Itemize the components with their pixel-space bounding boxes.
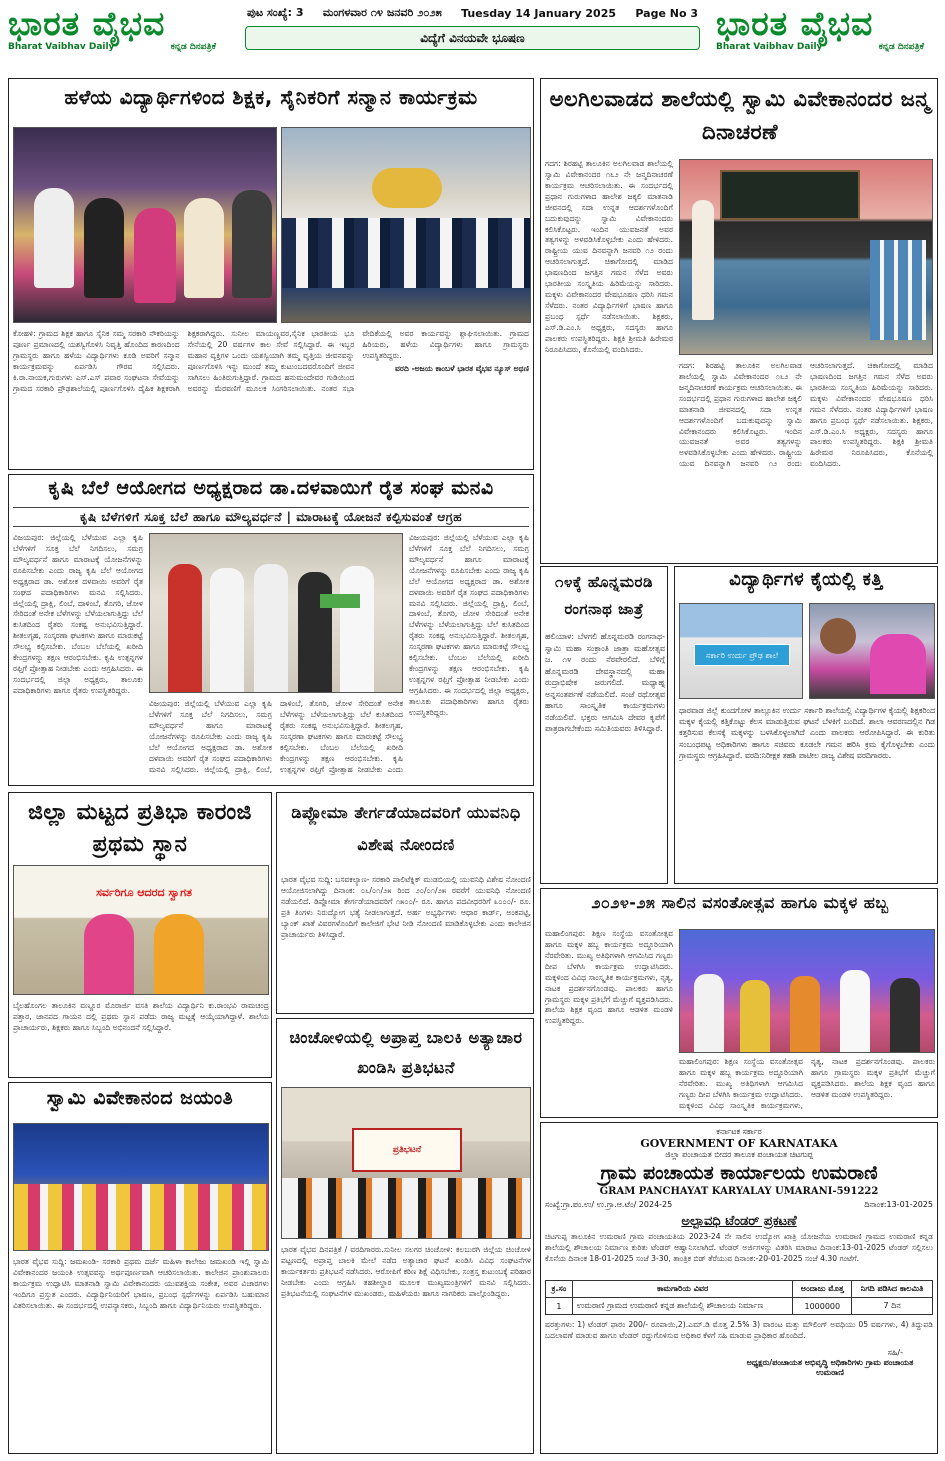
article-students-knife bbox=[674, 566, 938, 884]
tender-title: ಅಲ್ಪಾವಧಿ ಟೆಂಡರ್ ಪ್ರಕಟಣೆ bbox=[681, 1214, 797, 1229]
tender-office-en: GRAM PANCHAYAT KARYALAY UMARANI-591222 bbox=[599, 1186, 879, 1197]
table-cell: ಉಮರಾಣಿ ಗ್ರಾಮದ ಉಮರಾಣಿ ಕನ್ನಡ ಶಾಲೆಯಲ್ಲಿ ಶೌಚಾಲಯ ನಿರ್ಮಾಣ bbox=[572, 1298, 793, 1315]
article-body-col1: ಗದಗ: ಶಿರಹಟ್ಟಿ ತಾಲೂಕಿನ ಅಲಗಿಲವಾಡ ಶಾಲೆಯಲ್ಲಿ ಸ್ವಾಮಿ ವಿವೇಕಾನಂದರ ೧೬೨ ನೇ ಜನ್ಮದಿನಾಚರಣೆ ಕಾರ್ಯಕ್ರಮ ಆಚರಿಸಲಾಯಿತು. ಈ ಸಂದರ್ಭದಲ್ಲಿ ಪ್ರಧಾನ ಗುರುಗಳಾದ ಹಾಲೇಶ ಜಕ್ಕಲಿ ಮಾತನಾಡಿ ಜೀವನದಲ್ಲಿ ಸದಾ ಉನ್ನತ ಆದರ್ಶಗಳೊಂದಿಗೆ ಬದುಕುವುದನ್ನು ಸ್ವಾಮಿ ವಿವೇಕಾನಂದರು ಕಲಿಸಿಕೊಟ್ಟರು. ಇಂದಿನ ಯುವಜನತೆ ಅವರ ತತ್ವಗಳನ್ನು ಅಳವಡಿಸಿಕೊಳ್ಳಬೇಕು ಎಂದು ಹೇಳಿದರು. ರಾಷ್ಟ್ರೀಯ ಯುವ ದಿನವನ್ನಾಗಿ ಜನವರಿ ೧೨ ರಂದು ಆಚರಿಸಲಾಗುತ್ತದೆ. ಚಿಕಾಗೋದಲ್ಲಿ ಮಾಡಿದ ಭಾಷಣದಿಂದ ಜಗತ್ತಿನ ಗಮನ ಸೆಳೆದ ಅವರು ಭಾರತೀಯ ಸಂಸ್ಕೃತಿಯ ಹಿರಿಮೆಯನ್ನು ಸಾರಿದರು. ಮಕ್ಕಳು ವಿವೇಕಾನಂದರ ವೇಷಭೂಷಣ ಧರಿಸಿ ಗಮನ ಸೆಳೆದರು. ನಂತರ ವಿದ್ಯಾರ್ಥಿಗಳಿಗೆ ಭಾಷಣ ಹಾಗೂ ಪ್ರಬಂಧ ಸ್ಪರ್ಧೆ ನಡೆಸಲಾಯಿತು. ಶಿಕ್ಷಕರು, ಎಸ್.ಡಿ.ಎಂ.ಸಿ ಅಧ್ಯಕ್ಷರು, ಸದಸ್ಯರು ಹಾಗೂ ಪಾಲಕರು ಉಪಸ್ಥಿತರಿದ್ದರು. ಶಿಕ್ಷಕಿ ಶ್ರೀಮತಿ ಹಿರೇಮಠ ನಿರೂಪಿಸಿದರು, ಕೊನೆಯಲ್ಲಿ ವಂದಿಸಿದರು. bbox=[545, 159, 673, 354]
photo-award-receiving bbox=[13, 865, 269, 995]
article-body: ಭಾರತ ವೈಭವ ಸುದ್ದಿ: ಜಮಖಂಡಿ- ಸರಕಾರಿ ಪ್ರಥಮ ದರ್ಜೆ ಮಹಿಳಾ ಕಾಲೇಜು ಜಮಖಂಡಿ ಇಲ್ಲಿ ಸ್ವಾಮಿ ವಿವೇಕಾನಂದರ ಜಯಂತಿ ಉತ್ಸವವನ್ನು ಅರ್ಥಪೂರ್ಣವಾಗಿ ಆಚರಿಸಲಾಯಿತು. ಕಾಲೇಜಿನ ಪ್ರಾಂಶುಪಾಲರು ಕಾರ್ಯಕ್ರಮ ಉದ್ಘಾಟಿಸಿ ಮಾತನಾಡಿ ಸ್ವಾಮಿ ವಿವೇಕಾನಂದರು ಯುವಶಕ್ತಿಯ ಸಂಕೇತ, ಅವರ ವಿಚಾರಗಳು ಇಂದಿಗೂ ಪ್ರಸ್ತುತ ಎಂದರು. ವಿದ್ಯಾರ್ಥಿನಿಯರಿಗೆ ಭಾಷಣ, ಪ್ರಬಂಧ ಸ್ಪರ್ಧೆಗಳನ್ನು ಏರ್ಪಡಿಸಿ ಬಹುಮಾನ ವಿತರಿಸಲಾಯಿತು. ಈ ಸಂದರ್ಭದಲ್ಲಿ ಉಪನ್ಯಾಸಕರು, ಸಿಬ್ಬಂದಿ ಹಾಗೂ ವಿದ್ಯಾರ್ಥಿನಿಯರು ಉಪಸ್ಥಿತರಿದ್ದರು. bbox=[13, 1257, 269, 1310]
masthead-sub-kn: ಕನ್ನಡ ದಿನಪತ್ರಿಕೆ bbox=[878, 42, 924, 52]
article-alumni-felicitation bbox=[8, 78, 534, 470]
protest-banner: ಪ್ರತಿಭಟನೆ bbox=[352, 1128, 462, 1172]
article-body-col1: ವಿಜಯಪುರ: ಜಿಲ್ಲೆಯಲ್ಲಿ ಬೆಳೆಯುವ ಎಲ್ಲಾ ಕೃಷಿ ಬೆಳೆಗಳಿಗೆ ಸೂಕ್ತ ಬೆಲೆ ನಿಗದಿಸಲು, ಸಮಗ್ರ ಮೌಲ್ಯವರ್ಧನೆ ಹಾಗೂ ಮಾರಾಟಕ್ಕೆ ಯೋಜನೆಗಳನ್ನು ರೂಪಿಸಬೇಕು ಎಂದು ರಾಜ್ಯ ಕೃಷಿ ಬೆಲೆ ಆಯೋಗದ ಅಧ್ಯಕ್ಷರಾದ ಡಾ. ಅಶೋಕ ದಳವಾಯಿ ಅವರಿಗೆ ರೈತ ಸಂಘದ ಪದಾಧಿಕಾರಿಗಳು ಮನವಿ ಸಲ್ಲಿಸಿದರು. ಜಿಲ್ಲೆಯಲ್ಲಿ ದ್ರಾಕ್ಷಿ, ಲಿಂಬೆ, ದಾಳಿಂಬೆ, ತೊಗರಿ, ಜೋಳ ಸೇರಿದಂತೆ ಅನೇಕ ಬೆಳೆಗಳನ್ನು ಬೆಳೆಯಲಾಗುತ್ತಿದ್ದು ಬೆಲೆ ಕುಸಿತದಿಂದ ರೈತರು ಸಂಕಷ್ಟ ಅನುಭವಿಸುತ್ತಿದ್ದಾರೆ. ಶೀತಲಗೃಹ, ಸಂಸ್ಕರಣಾ ಘಟಕಗಳು ಹಾಗೂ ಮಾರುಕಟ್ಟೆ ಸೌಲಭ್ಯ ಕಲ್ಪಿಸಬೇಕು. ಬೆಂಬಲ ಬೆಲೆಯಲ್ಲಿ ಖರೀದಿ ಕೇಂದ್ರಗಳನ್ನು ತಕ್ಷಣ ಆರಂಭಿಸಬೇಕು. ಕೃಷಿ ಉತ್ಪನ್ನಗಳ ರಫ್ತಿಗೆ ಪ್ರೋತ್ಸಾಹ ನೀಡಬೇಕು ಎಂದು ಆಗ್ರಹಿಸಿದರು. ಈ ಸಂದರ್ಭದಲ್ಲಿ ಜಿಲ್ಲಾ ಅಧ್ಯಕ್ಷರು, ತಾಲೂಕು ಪದಾಧಿಕಾರಿಗಳು ಹಾಗೂ ರೈತರು ಉಪಸ್ಥಿತರಿದ್ದರು. bbox=[13, 533, 143, 695]
article-body: ಧಾರವಾಡ ಜಿಲ್ಲೆ ಕುಂದಗೋಳ ತಾಲ್ಲೂಕಿನ ಉರ್ದು ಸರ್ಕಾರಿ ಶಾಲೆಯಲ್ಲಿ ವಿದ್ಯಾರ್ಥಿಗಳ ಕೈಯಲ್ಲಿ ಶಿಕ್ಷಕರಿಂದ ಮಕ್ಕಳ ಕೈಯಲ್ಲಿ ಕತ್ತಿಕೊಟ್ಟು ಕೆಲಸ ಮಾಡುತ್ತಿರುವ ಘಟನೆ ಬೆಳಕಿಗೆ ಬಂದಿದೆ. ಶಾಲಾ ಆವರಣದಲ್ಲಿನ ಗಿಡ ಕತ್ತರಿಸುವ ಕೆಲಸಕ್ಕೆ ಮಕ್ಕಳನ್ನು ಬಳಸಿಕೊಳ್ಳಲಾಗಿದೆ ಎಂದು ಪಾಲಕರು ಆರೋಪಿಸಿದ್ದಾರೆ. ಈ ಕುರಿತು ಸಂಬಂಧಪಟ್ಟ ಅಧಿಕಾರಿಗಳು ಹಾಗೂ ಸಚಿವರು ಕೂಡಲೇ ಗಮನ ಹರಿಸಿ ಕ್ರಮ ಕೈಗೊಳ್ಳಬೇಕು ಎಂದು ಗ್ರಾಮಸ್ಥರು ಆಗ್ರಹಿಸಿದ್ದಾರೆ. ವರದಿ:ನಿರೀಕ್ಷಕ ತಹಶಿ ಪಾಟೀಲ ರಾಜ್ಯ ವಿಶೇಷ ವರದಿಗಾರರು. bbox=[679, 706, 935, 760]
masthead-sub-kn: ಕನ್ನಡ ದಿನಪತ್ರಿಕೆ bbox=[170, 42, 216, 52]
headline: ಚಿಂಚೋಳಿಯಲ್ಲಿ ಅಪ್ರಾಪ್ತ ಬಾಲಕಿ ಅತ್ಯಾಚಾರ ಖಂಡಿಸಿ ಪ್ರತಿಭಟನೆ bbox=[289, 1028, 523, 1078]
photo-protest-crowd bbox=[281, 1087, 531, 1239]
headline: ಜಿಲ್ಲಾ ಮಟ್ಟದ ಪ್ರತಿಭಾ ಕಾರಂಜಿ ಪ್ರಥಮ ಸ್ಥಾನ bbox=[28, 800, 252, 857]
article-pratibha-karanji bbox=[8, 792, 272, 1078]
photo-petition-handover bbox=[149, 533, 403, 693]
photo-stage-children bbox=[679, 929, 935, 1053]
photo-college-students bbox=[13, 1123, 269, 1251]
article-vivekananda-school bbox=[540, 78, 938, 564]
article-body: ಕೋಹಳಿ: ಗ್ರಾಮದ ಶಿಕ್ಷಕ ಹಾಗೂ ಸೈನಿಕ ಸಮ್ಮ ಸರಕಾರಿ ನೌಕರಿಯನ್ನು ಪೂರ್ಣ ಪ್ರಮಾಣದಲ್ಲಿ ಯಶಸ್ವಿಗೊಳಿಸಿ ನಿವೃತ್ತಿ ಹೊಂದಿದ ಕಾರಣದಿಂದ ಗ್ರಾಮಸ್ಥರು ಹಾಗೂ ಹಳೆಯ ವಿದ್ಯಾರ್ಥಿಗಳು ಕೂಡಿ ಅವರಿಗೆ ಸನ್ಮಾನ ಕಾರ್ಯಕ್ರಮವನ್ನು ಏರ್ಪಡಿಸಿ ಗೌರವ ಸಲ್ಲಿಸಿದರು. ಕಿ.ರಾ.ನಾಯಕ,ಗುರುಗಳು ಎಸ್.ಎಸ್ ಪವಾರ ಸಂಘಟನಾ ಸೇವೆಯನ್ನು ಗ್ರಾಮದ ಸರಕಾರಿ ಪ್ರೌಢಶಾಲೆಯಲ್ಲಿ ಪೂರ್ಣಗೊಳಿಸಿ ದೈಹಿಕ ಶಿಕ್ಷಕರಾಗಿ ಶಿಕ್ಷಕರಾಗಿದ್ದರು. ಸುನೀಲ ಮಾಯಣ್ಣವರ,ಸೈನಿಕ ಭಾರತೀಯ ಭೂ ಸೇನೆಯಲ್ಲಿ 20 ವರ್ಷಗಳ ಕಾಲ ಸೇವೆ ಸಲ್ಲಿಸಿದ್ದಾರೆ. ಈ ಇಬ್ಬರ ಮಹಾನ ವ್ಯಕ್ತಿಗಳ ಒಂದು ಯಶಸ್ವಿಯಾಗಿ ತಮ್ಮ ವೃತ್ತಿಯ ಜೀವನವನ್ನು ಪೂರ್ಣಗೊಳಿಸಿ ಇನ್ನು ಮುಂದೆ ತಮ್ಮ ಕುಟುಂಬದವರೊಂದಿಗೆ ಜೀವನ ಸಾಗಿಸಲು ಹಿಂತಿರುಗುತ್ತಿದ್ದಾರೆ. ಗ್ರಾಮದ ಹನುಮಂದೇವರ ಗುಡಿಯಿಂದ ಅವರನ್ನು ಮೆರವಣಿಗೆ ಮೂಲಕ ಸಿಂಗರಿಸಲಾಯಿತು. ನಂತರ ಸಭಾ ವೇದಿಕೆಯಲ್ಲಿ ಅವರ ಕಾರ್ಯವನ್ನು ಶ್ಲಾಘಿಸಲಾಯಿತು. ಗ್ರಾಮದ ಹಿರಿಯರು, ಹಳೆಯ ವಿದ್ಯಾರ್ಥಿಗಳು ಹಾಗೂ ಗ್ರಾಮಸ್ಥರು ಉಪಸ್ಥಿತರಿದ್ದರು. ವರದಿ -ಅಜಯ ಕಾಂಬಳೆ ಭಾರತ ವೈಭವ ನ್ಯೂಸ್ ಅಥಣಿ bbox=[13, 329, 529, 393]
article-chincholi-protest bbox=[276, 1018, 534, 1454]
headline: ವಿದ್ಯಾರ್ಥಿಗಳ ಕೈಯಲ್ಲಿ ಕತ್ತಿ bbox=[729, 569, 883, 590]
headline: ೨೦೨೪-೨೫ ಸಾಲಿನ ವಸಂತೋತ್ಸವ ಹಾಗೂ ಮಕ್ಕಳ ಹಬ್ಬ bbox=[591, 893, 889, 912]
headline: ಹಳೆಯ ವಿದ್ಯಾರ್ಥಿಗಳಿಂದ ಶಿಕ್ಷಕ, ಸೈನಿಕರಿಗೆ ಸನ್ಮಾನ ಕಾರ್ಯಕ್ರಮ bbox=[64, 85, 478, 109]
photo-stage-felicitation bbox=[13, 127, 277, 323]
masthead-title: ಭಾರತ ವೈಭವ bbox=[716, 4, 874, 43]
subheadline: ಕೃಷಿ ಬೆಳೆಗಳಿಗೆ ಸೂಕ್ತ ಬೆಲೆ ಹಾಗೂ ಮೌಲ್ಯವರ್ಧನೆ | ಮಾರಾಟಕ್ಕೆ ಯೋಜನೆ ಕಲ್ಪಿಸುವಂತೆ ಆಗ್ರಹ bbox=[13, 507, 529, 527]
tender-date: ದಿನಾಂಕ:13-01-2025 bbox=[864, 1200, 933, 1209]
tender-notice bbox=[540, 1122, 938, 1454]
headline: ಅಲಗಿಲವಾಡದ ಶಾಲೆಯಲ್ಲಿ ಸ್ವಾಮಿ ವಿವೇಕಾನಂದರ ಜನ್ಮ ದಿನಾಚರಣೆ bbox=[549, 87, 931, 144]
table-cell: 1 bbox=[546, 1298, 573, 1315]
tender-office: ಗ್ರಾಮ ಪಂಚಾಯತ ಕಾರ್ಯಾಲಯ ಉಮರಾಣಿ bbox=[600, 1162, 878, 1184]
article-body-col2: ವಿಜಯಪುರ: ಜಿಲ್ಲೆಯಲ್ಲಿ ಬೆಳೆಯುವ ಎಲ್ಲಾ ಕೃಷಿ ಬೆಳೆಗಳಿಗೆ ಸೂಕ್ತ ಬೆಲೆ ನಿಗದಿಸಲು, ಸಮಗ್ರ ಮೌಲ್ಯವರ್ಧನೆ ಹಾಗೂ ಮಾರಾಟಕ್ಕೆ ಯೋಜನೆಗಳನ್ನು ರೂಪಿಸಬೇಕು ಎಂದು ರಾಜ್ಯ ಕೃಷಿ ಬೆಲೆ ಆಯೋಗದ ಅಧ್ಯಕ್ಷರಾದ ಡಾ. ಅಶೋಕ ದಳವಾಯಿ ಅವರಿಗೆ ರೈತ ಸಂಘದ ಪದಾಧಿಕಾರಿಗಳು ಮನವಿ ಸಲ್ಲಿಸಿದರು. ಜಿಲ್ಲೆಯಲ್ಲಿ ದ್ರಾಕ್ಷಿ, ಲಿಂಬೆ, ದಾಳಿಂಬೆ, ತೊಗರಿ, ಜೋಳ ಸೇರಿದಂತೆ ಅನೇಕ ಬೆಳೆಗಳನ್ನು ಬೆಳೆಯಲಾಗುತ್ತಿದ್ದು ಬೆಲೆ ಕುಸಿತದಿಂದ ರೈತರು ಸಂಕಷ್ಟ ಅನುಭವಿಸುತ್ತಿದ್ದಾರೆ. ಶೀತಲಗೃಹ, ಸಂಸ್ಕರಣಾ ಘಟಕಗಳು ಹಾಗೂ ಮಾರುಕಟ್ಟೆ ಸೌಲಭ್ಯ ಕಲ್ಪಿಸಬೇಕು. ಬೆಂಬಲ ಬೆಲೆಯಲ್ಲಿ ಖರೀದಿ ಕೇಂದ್ರಗಳನ್ನು ತಕ್ಷಣ ಆರಂಭಿಸಬೇಕು. ಕೃಷಿ ಉತ್ಪನ್ನಗಳ ರಫ್ತಿಗೆ ಪ್ರೋತ್ಸಾಹ ನೀಡಬೇಕು ಎಂದು bbox=[149, 699, 403, 774]
headline: ಕೃಷಿ ಬೆಲೆ ಆಯೋಗದ ಅಧ್ಯಕ್ಷರಾದ ಡಾ.ದಳವಾಯಿಗೆ ರೈತ ಸಂಘ ಮನವಿ bbox=[48, 477, 494, 499]
article-body: ಹಲಿಯಾಳ: ಬೆಳಗಲಿ ಹೊನ್ನಮರಡಿ ರಂಗನಾಥ-ಸ್ವಾಮಿ ಮಹಾ ಸಂಕ್ರಾಂತಿ ಜಾತ್ರಾ ಮಹೋತ್ಸವ ಜ. ೧೪ ರಂದು ನೆರವೇರಲಿದೆ. ಬೆಳಿಗ್ಗೆ ಹೊನ್ನಮರಡಿ ದೇವಸ್ಥಾನದಲ್ಲಿ ಮಹಾ ರುದ್ರಾಭಿಷೇಕ ಜರುಗಲಿದೆ. ಮಧ್ಯಾಹ್ನ ಅನ್ನಸಂತರ್ಪಣೆ ನಡೆಯಲಿದೆ. ಸಂಜೆ ರಥೋತ್ಸವ ಹಾಗೂ ಸಾಂಸ್ಕೃತಿಕ ಕಾರ್ಯಕ್ರಮಗಳು ನಡೆಯಲಿವೆ. ಭಕ್ತರು ಆಗಮಿಸಿ ದೇವರ ಕೃಪೆಗೆ ಪಾತ್ರರಾಗಬೇಕೆಂದು ಸಮಿತಿಯವರು ತಿಳಿಸಿದ್ದಾರೆ. bbox=[545, 632, 665, 734]
page-number-kn: ಪುಟ ಸಂಖ್ಯೆ: 3 bbox=[247, 6, 304, 19]
article-body-col2: ಗದಗ: ಶಿರಹಟ್ಟಿ ತಾಲೂಕಿನ ಅಲಗಿಲವಾಡ ಶಾಲೆಯಲ್ಲಿ ಸ್ವಾಮಿ ವಿವೇಕಾನಂದರ ೧೬೨ ನೇ ಜನ್ಮದಿನಾಚರಣೆ ಕಾರ್ಯಕ್ರಮ ಆಚರಿಸಲಾಯಿತು. ಈ ಸಂದರ್ಭದಲ್ಲಿ ಪ್ರಧಾನ ಗುರುಗಳಾದ ಹಾಲೇಶ ಜಕ್ಕಲಿ ಮಾತನಾಡಿ ಜೀವನದಲ್ಲಿ ಸದಾ ಉನ್ನತ ಆದರ್ಶಗಳೊಂದಿಗೆ ಬದುಕುವುದನ್ನು ಸ್ವಾಮಿ ವಿವೇಕಾನಂದರು ಕಲಿಸಿಕೊಟ್ಟರು. ಇಂದಿನ ಯುವಜನತೆ ಅವರ ತತ್ವಗಳನ್ನು ಅಳವಡಿಸಿಕೊಳ್ಳಬೇಕು ಎಂದು ಹೇಳಿದರು. ರಾಷ್ಟ್ರೀಯ ಯುವ ದಿನವನ್ನಾಗಿ ಜನವರಿ ೧೨ ರಂದು ಆಚರಿಸಲಾಗುತ್ತದೆ. ಚಿಕಾಗೋದಲ್ಲಿ ಮಾಡಿದ ಭಾಷಣದಿಂದ ಜಗತ್ತಿನ ಗಮನ ಸೆಳೆದ ಅವರು ಭಾರತೀಯ ಸಂಸ್ಕೃತಿಯ ಹಿರಿಮೆಯನ್ನು ಸಾರಿದರು. ಮಕ್ಕಳು ವಿವೇಕಾನಂದರ ವೇಷಭೂಷಣ ಧರಿಸಿ ಗಮನ ಸೆಳೆದರು. ನಂತರ ವಿದ್ಯಾರ್ಥಿಗಳಿಗೆ ಭಾಷಣ ಹಾಗೂ ಪ್ರಬಂಧ ಸ್ಪರ್ಧೆ ನಡೆಸಲಾಯಿತು. ಶಿಕ್ಷಕರು, ಎಸ್.ಡಿ.ಎಂ.ಸಿ ಅಧ್ಯಕ್ಷರು, ಸದಸ್ಯರು ಹಾಗೂ ಪಾಲಕರು ಉಪಸ್ಥಿತರಿದ್ದರು. ಶಿಕ್ಷಕಿ ಶ್ರೀಮತಿ ಹಿರೇಮಠ ನಿರೂಪಿಸಿದರು, ಕೊನೆಯಲ್ಲಿ ವಂದಿಸಿದರು. bbox=[679, 361, 933, 469]
tender-ref: ಸಂಖ್ಯೆ:ಗ್ರಾ.ಪಂ.ಉ/ ಉ.ಗ್ರಾ.ಆ.ಟೆಂ/ 2024-25 bbox=[545, 1200, 673, 1209]
tender-conditions: ಷರತ್ತುಗಳು: 1) ಟೆಂಡರ್ ಫಾರಂ 200/- ರೂಪಾಯಿ,2).ಎಮ್.ಡಿ ಮೊತ್ತ 2.5% 3) ವಾರಂಟ ಮತ್ತು ಮೌಲಿಂಗ್ ಅವಧಿಯು 05 ವರ್ಷಗಳು, 4) ತಿದ್ದುಪಡಿ ಬದಲಾವಣೆ ಮಾಡುವ ಹಾಗೂ ಟೆಂಡರ್ ರದ್ದುಗೊಳಿಸುವ ಅಧಿಕಾರ ಕೆಳಗೆ ಸಹಿ ಮಾಡುವ ಪ್ರಾಧಿಕಾರ ಹೊಂದಿದೆ. bbox=[545, 1320, 933, 1340]
date-kn: ಮಂಗಳವಾರ ೧೪ ಜನವರಿ ೨೦೨೫ bbox=[322, 6, 442, 19]
article-body: ಭಾರತ ವೈಭವ ಸುದ್ದಿ: ಬಸವಕಲ್ಯಾಣ- ಸರಕಾರಿ ಪಾಲಿಟೆಕ್ನಿಕ್ ಮುಡಬಿಯಲ್ಲಿ ಯುವನಿಧಿ ವಿಶೇಷ ನೋಂದಣಿ ಆಯೋಜಿಸಲಾಗಿದ್ದು ದಿನಾಂಕ: ೦೬/೦೧/೨೫ ರಿಂದ ೨೦/೦೧/೨೫ ರವರೆಗೆ ಯುವನಿಧಿ ನೋಂದಣಿ ನಡೆಯಲಿದೆ. ಡಿಪ್ಲೋಮಾ ತೇರ್ಗಡೆಯಾದವರಿಗೆ ೧೫೦೦/- ರೂ. ಹಾಗೂ ಪದವೀಧರರಿಗೆ ೩೦೦೦/- ರೂ. ಪ್ರತಿ ತಿಂಗಳು ನಿರುದ್ಯೋಗ ಭತ್ಯೆ ನೀಡಲಾಗುತ್ತದೆ. ಅರ್ಹ ಅಭ್ಯರ್ಥಿಗಳು ಆಧಾರ ಕಾರ್ಡ್, ಅಂಕಪಟ್ಟಿ, ಬ್ಯಾಂಕ್ ಖಾತೆ ವಿವರಗಳೊಂದಿಗೆ ಕಾಲೇಜಿಗೆ ಭೇಟಿ ನೀಡಿ ನೋಂದಣಿ ಮಾಡಿಕೊಳ್ಳಬೇಕು ಎಂದು ಕಾಲೇಜಿನ ಪ್ರಾಚಾರ್ಯರು ತಿಳಿಸಿದ್ದಾರೆ. bbox=[281, 875, 531, 939]
article-body-col2: ಮಹಾಲಿಂಗಪುರ: ಶಿಕ್ಷಣ ಸಂಸ್ಥೆಯ ವಸಂತೋತ್ಸವ ಹಾಗೂ ಮಕ್ಕಳ ಹಬ್ಬ ಕಾರ್ಯಕ್ರಮ ಅದ್ದೂರಿಯಾಗಿ ನೆರವೇರಿತು. ಮುಖ್ಯ ಅತಿಥಿಗಳಾಗಿ ಆಗಮಿಸಿದ ಗಣ್ಯರು ದೀಪ ಬೆಳಗಿಸಿ ಕಾರ್ಯಕ್ರಮ ಉದ್ಘಾಟಿಸಿದರು. ಮಕ್ಕಳಿಂದ ವಿವಿಧ ಸಾಂಸ್ಕೃತಿಕ ಕಾರ್ಯಕ್ರಮಗಳು, ನೃತ್ಯ, ನಾಟಕ ಪ್ರದರ್ಶನಗೊಂಡವು. ಪಾಲಕರು ಹಾಗೂ ಗ್ರಾಮಸ್ಥರು ಮಕ್ಕಳ ಪ್ರತಿಭೆಗೆ ಮೆಚ್ಚುಗೆ ವ್ಯಕ್ತಪಡಿಸಿದರು. ಶಾಲೆಯ ಶಿಕ್ಷಕ ವೃಂದ ಹಾಗೂ ಆಡಳಿತ ಮಂಡಳಿ ಉಪಸ್ಥಿತರಿದ್ದರು. bbox=[679, 1057, 935, 1110]
article-ranganatha-jatre bbox=[540, 566, 668, 884]
article-body-col1: ಮಹಾಲಿಂಗಪುರ: ಶಿಕ್ಷಣ ಸಂಸ್ಥೆಯ ವಸಂತೋತ್ಸವ ಹಾಗೂ ಮಕ್ಕಳ ಹಬ್ಬ ಕಾರ್ಯಕ್ರಮ ಅದ್ದೂರಿಯಾಗಿ ನೆರವೇರಿತು. ಮುಖ್ಯ ಅತಿಥಿಗಳಾಗಿ ಆಗಮಿಸಿದ ಗಣ್ಯರು ದೀಪ ಬೆಳಗಿಸಿ ಕಾರ್ಯಕ್ರಮ ಉದ್ಘಾಟಿಸಿದರು. ಮಕ್ಕಳಿಂದ ವಿವಿಧ ಸಾಂಸ್ಕೃತಿಕ ಕಾರ್ಯಕ್ರಮಗಳು, ನೃತ್ಯ, ನಾಟಕ ಪ್ರದರ್ಶನಗೊಂಡವು. ಪಾಲಕರು ಹಾಗೂ ಗ್ರಾಮಸ್ಥರು ಮಕ್ಕಳ ಪ್ರತಿಭೆಗೆ ಮೆಚ್ಚುಗೆ ವ್ಯಕ್ತಪಡಿಸಿದರು. ಶಾಲೆಯ ಶಿಕ್ಷಕ ವೃಂದ ಹಾಗೂ ಆಡಳಿತ ಮಂಡಳಿ ಉಪಸ್ಥಿತರಿದ್ದರು. bbox=[545, 929, 673, 1026]
table-row bbox=[546, 1298, 933, 1315]
date-en: Tuesday 14 January 2025 bbox=[461, 6, 617, 20]
tender-signatory: ಅಧ್ಯಕ್ಷರು/ಪಂಚಾಯತ ಅಭಿವೃದ್ಧಿ ಅಧಿಕಾರಿಗಳು ಗ್ರಾಮ ಪಂಚಾಯತ ಉಮರಾಣಿ bbox=[746, 1358, 914, 1377]
masthead-title: ಭಾರತ ವೈಭವ bbox=[8, 4, 166, 43]
table-cell: 7 ದಿನ bbox=[852, 1298, 933, 1315]
article-body: ಬೈಲಹೊಂಗಲ ತಾಲೂಕಿನ ವಣ್ಣೂರ ಮೊರಾರ್ಜಿ ವಸತಿ ಶಾಲೆಯ ವಿದ್ಯಾರ್ಥಿನಿ ಕು.ರಾಂಭವಿ ರಾಮಚಂದ್ರ ಪತ್ತಾರ, ಜಾನಪದ ಗಾಯನ ದಲ್ಲಿ ಪ್ರಥಮ ಸ್ಥಾನ ಪಡೆದು ರಾಜ್ಯ ಮಟ್ಟಕ್ಕೆ ಆಯ್ಕೆಯಾಗಿದ್ದಾಳೆ. ಶಾಲೆಯ ಪ್ರಾಚಾರ್ಯರು, ಶಿಕ್ಷಕರು ಹಾಗೂ ಸಿಬ್ಬಂದಿ ಅಭಿನಂದನೆ ಸಲ್ಲಿಸಿದ್ದಾರೆ. bbox=[13, 1001, 269, 1032]
table-cell: 1000000 bbox=[793, 1298, 852, 1315]
masthead-sub-en: Bharat Vaibhav Daily bbox=[8, 42, 115, 52]
table-header: ನಿಗದಿ ಪಡಿಸಿದ ಕಾಲಮಿತಿ bbox=[852, 1281, 933, 1298]
masthead-sub-en: Bharat Vaibhav Daily bbox=[716, 42, 823, 52]
article-body-col3: ವಿಜಯಪುರ: ಜಿಲ್ಲೆಯಲ್ಲಿ ಬೆಳೆಯುವ ಎಲ್ಲಾ ಕೃಷಿ ಬೆಳೆಗಳಿಗೆ ಸೂಕ್ತ ಬೆಲೆ ನಿಗದಿಸಲು, ಸಮಗ್ರ ಮೌಲ್ಯವರ್ಧನೆ ಹಾಗೂ ಮಾರಾಟಕ್ಕೆ ಯೋಜನೆಗಳನ್ನು ರೂಪಿಸಬೇಕು ಎಂದು ರಾಜ್ಯ ಕೃಷಿ ಬೆಲೆ ಆಯೋಗದ ಅಧ್ಯಕ್ಷರಾದ ಡಾ. ಅಶೋಕ ದಳವಾಯಿ ಅವರಿಗೆ ರೈತ ಸಂಘದ ಪದಾಧಿಕಾರಿಗಳು ಮನವಿ ಸಲ್ಲಿಸಿದರು. ಜಿಲ್ಲೆಯಲ್ಲಿ ದ್ರಾಕ್ಷಿ, ಲಿಂಬೆ, ದಾಳಿಂಬೆ, ತೊಗರಿ, ಜೋಳ ಸೇರಿದಂತೆ ಅನೇಕ ಬೆಳೆಗಳನ್ನು ಬೆಳೆಯಲಾಗುತ್ತಿದ್ದು ಬೆಲೆ ಕುಸಿತದಿಂದ ರೈತರು ಸಂಕಷ್ಟ ಅನುಭವಿಸುತ್ತಿದ್ದಾರೆ. ಶೀತಲಗೃಹ, ಸಂಸ್ಕರಣಾ ಘಟಕಗಳು ಹಾಗೂ ಮಾರುಕಟ್ಟೆ ಸೌಲಭ್ಯ ಕಲ್ಪಿಸಬೇಕು. ಬೆಂಬಲ ಬೆಲೆಯಲ್ಲಿ ಖರೀದಿ ಕೇಂದ್ರಗಳನ್ನು ತಕ್ಷಣ ಆರಂಭಿಸಬೇಕು. ಕೃಷಿ ಉತ್ಪನ್ನಗಳ ರಫ್ತಿಗೆ ಪ್ರೋತ್ಸಾಹ ನೀಡಬೇಕು ಎಂದು ಆಗ್ರಹಿಸಿದರು. ಈ ಸಂದರ್ಭದಲ್ಲಿ ಜಿಲ್ಲಾ ಅಧ್ಯಕ್ಷರು, ತಾಲೂಕು ಪದಾಧಿಕಾರಿಗಳು ಹಾಗೂ ರೈತರು ಉಪಸ್ಥಿತರಿದ್ದರು. bbox=[409, 533, 529, 717]
tender-body: ಚಿಟಗುಪ್ಪ ತಾಲೂಕಿನ ಉಮರಾಣಿ ಗ್ರಾಮ ಪಂಚಾಯತಿಯ 2023-24 ನೇ ಸಾಲಿನ ಉದ್ಯೋಗ ಖಾತ್ರಿ ಯೋಜನೆಯ ಉಮರಾಣಿ ಗ್ರಾಮದ ಉಮರಾಣಿ ಕನ್ನಡ ಶಾಲೆಯಲ್ಲಿ ಶೌಚಾಲಯ ನಿರ್ಮಾಣ ಕುರಿತು ಟೆಂಡರ್ ಆಹ್ವಾನಿಸಲಾಗಿದೆ. ಟೆಂಡರ್ ಅರ್ಜಿಗಳನ್ನು ವಿತರಿಸಿ ಮಾರಾಟ ದಿನಾಂಕ:13-01-2025 ಟೆಂಡರ್ ಸಲ್ಲಿಸಲು ಕೊನೆಯ ದಿನಾಂಕ 18-01-2025 ಸಂಜೆ 3-30, ತಾಂತ್ರಿಕ ಬಿಡ್ ತೆರೆಯುವ ದಿನಾಂಕ:-20-01-2025 ಸಂಜೆ 4.30 ಗಂಟೆಗೆ. bbox=[545, 1232, 933, 1263]
headline: ಸ್ವಾಮಿ ವಿವೇಕಾನಂದ ಜಯಂತಿ bbox=[46, 1087, 234, 1109]
tender-district: ಜಿಲ್ಲಾ ಪಂಚಾಯತ ಬೀದರ ತಾಲೂಕ ಪಂಚಾಯತ ಚಿಟಗುಪ್ಪ bbox=[665, 1150, 813, 1159]
photo-school-building bbox=[679, 603, 803, 699]
masthead-logo-left bbox=[8, 4, 226, 66]
photo-group-alumni bbox=[281, 127, 531, 323]
photo-students-classroom bbox=[679, 159, 933, 355]
tender-table bbox=[545, 1280, 933, 1315]
table-header: ಕಾಮಗಾರಿಯ ವಿವರ bbox=[572, 1281, 793, 1298]
banner-text: ಸರ್ವರಿಗೂ ಆದರದ ಸ್ವಾಗತ bbox=[96, 886, 192, 899]
tender-gov: GOVERNMENT OF KARNATAKA bbox=[640, 1137, 838, 1150]
tender-org: ಕರ್ನಾಟಕ ಸರ್ಕಾರ bbox=[716, 1127, 762, 1136]
headline: ೧೪ಕ್ಕೆ ಹೊನ್ನಮರಡಿ ರಂಗನಾಥ ಜಾತ್ರೆ bbox=[555, 573, 653, 618]
masthead-motto: ವಿದ್ಯೆಗೆ ವಿನಯವೇ ಭೂಷಣ bbox=[245, 26, 700, 50]
table-header: ಕ್ರ.ಸಂ bbox=[546, 1281, 573, 1298]
school-sign: ಸರ್ಕಾರಿ ಉರ್ದು ಪ್ರೌಢ ಶಾಲೆ bbox=[694, 644, 790, 666]
headline: ಡಿಪ್ಲೋಮಾ ತೇರ್ಗಡೆಯಾದವರಿಗೆ ಯುವನಿಧಿ ವಿಶೇಷ ನೋಂದಣಿ bbox=[291, 803, 521, 854]
article-vasantotsava bbox=[540, 888, 938, 1118]
photo-students-with-knife bbox=[809, 603, 935, 699]
table-header-row bbox=[546, 1281, 933, 1298]
article-body: ಭಾರತ ವೈಭವ ದಿನಪತ್ರಿಕೆ / ವರದಿಗಾರರು.ಸುನೀಲ ಸಲಗರ ಚಿಂಚೋಳಿ: ಕಲಬುರಗಿ ಜಿಲ್ಲೆಯ ಚಿಂಚೋಳಿ ಪಟ್ಟಣದಲ್ಲಿ ಅಪ್ರಾಪ್ತ ಬಾಲಕಿ ಮೇಲೆ ನಡೆದ ಅತ್ಯಾಚಾರ ಘಟನೆ ಖಂಡಿಸಿ ವಿವಿಧ ಸಂಘಟನೆಗಳ ಕಾರ್ಯಕರ್ತರು ಪ್ರತಿಭಟನೆ ನಡೆಸಿದರು. ಆರೋಪಿಗೆ ಕಠಿಣ ಶಿಕ್ಷೆ ವಿಧಿಸಬೇಕು, ಸಂತ್ರಸ್ತ ಕುಟುಂಬಕ್ಕೆ ಪರಿಹಾರ ನೀಡಬೇಕು ಎಂದು ಆಗ್ರಹಿಸಿ ತಹಶೀಲ್ದಾರ ಮೂಲಕ ಮುಖ್ಯಮಂತ್ರಿಗಳಿಗೆ ಮನವಿ ಸಲ್ಲಿಸಿದರು. ಪ್ರತಿಭಟನೆಯಲ್ಲಿ ಸಂಘಟನೆಗಳ ಮುಖಂಡರು, ಮಹಿಳೆಯರು ಹಾಗೂ ನಾಗರಿಕರು ಪಾಲ್ಗೊಂಡಿದ್ದರು. bbox=[281, 1245, 531, 1298]
article-farmers-petition bbox=[8, 474, 534, 786]
masthead-logo-right bbox=[716, 4, 934, 66]
article-yuvanidhi-registration bbox=[276, 792, 534, 1014]
tender-sig-label: ಸಹಿ/- bbox=[887, 1348, 903, 1357]
article-vivekananda-jayanti bbox=[8, 1082, 272, 1454]
byline: ವರದಿ -ಅಜಯ ಕಾಂಬಳೆ ಭಾರತ ವೈಭವ ನ್ಯೂಸ್ ಅಥಣಿ bbox=[395, 363, 529, 373]
page-number-en: Page No 3 bbox=[635, 6, 698, 20]
table-header: ಅಂದಾಜು ಮೊತ್ತ bbox=[793, 1281, 852, 1298]
masthead-info bbox=[245, 4, 700, 64]
